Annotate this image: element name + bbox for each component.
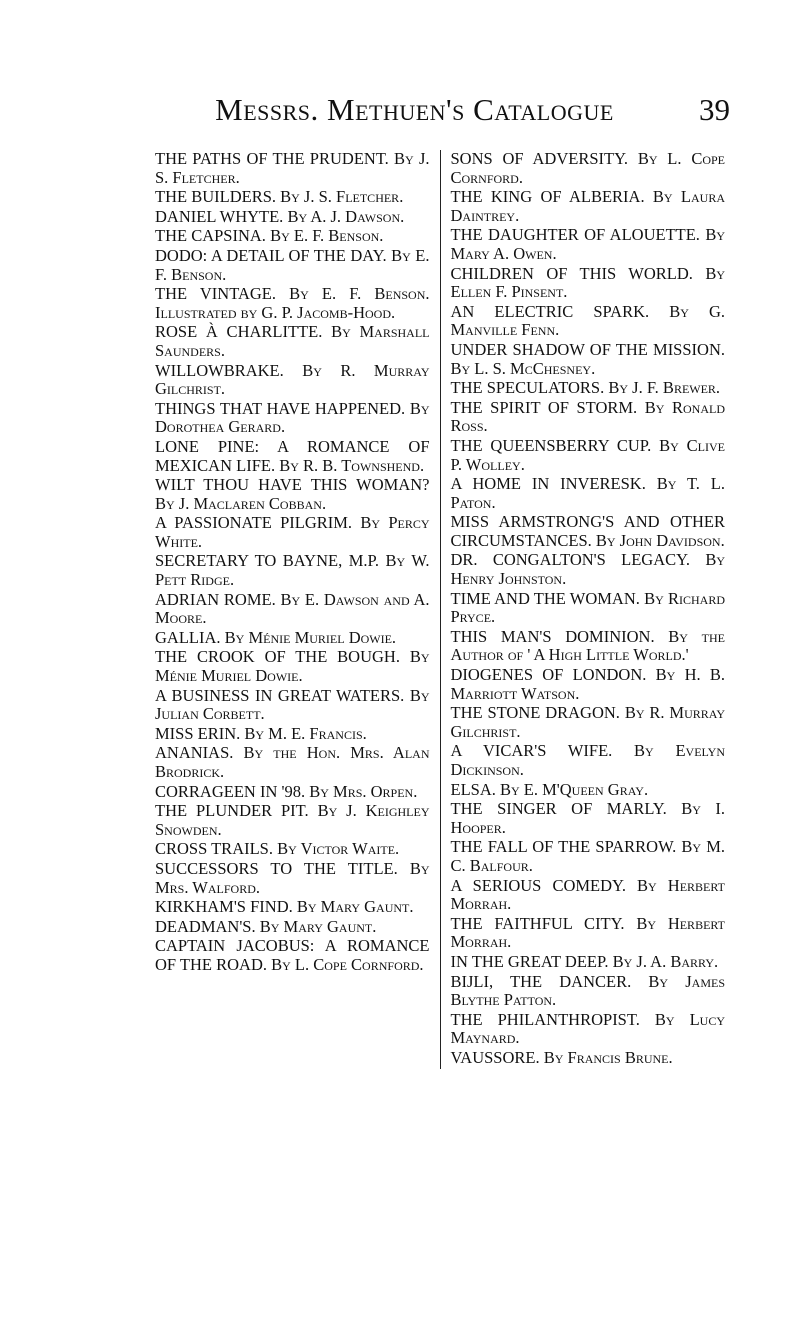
book-author: By E. F. Benson.	[270, 226, 384, 246]
book-author: By L. S. McChesney.	[450, 358, 596, 378]
catalogue-columns	[155, 150, 725, 1069]
book-title: CORRAGEEN IN '98.	[155, 781, 306, 801]
book-title: CHILDREN OF THIS WORLD.	[450, 263, 693, 283]
catalogue-entry	[451, 437, 726, 474]
book-author: By Marshall Saunders.	[155, 322, 430, 360]
page-number: 39	[699, 92, 730, 127]
catalogue-entry	[451, 800, 726, 837]
catalogue-entry	[451, 915, 726, 952]
book-title: SECRETARY TO BAYNE, M.P.	[155, 551, 379, 571]
catalogue-entry	[155, 744, 430, 781]
book-title: DIOGENES OF LONDON.	[450, 665, 647, 685]
catalogue-entry	[155, 476, 430, 513]
catalogue-entry	[155, 362, 430, 399]
book-title: MISS ERIN.	[155, 723, 241, 743]
book-title: THE CROOK OF THE BOUGH.	[155, 647, 400, 667]
book-author: By Dorothea Gerard.	[155, 398, 430, 437]
catalogue-entry	[451, 513, 726, 550]
book-title: THE DAUGHTER OF ALOUETTE.	[450, 225, 700, 245]
catalogue-entry	[451, 877, 726, 914]
catalogue-entry	[451, 226, 726, 263]
book-author: By Clive P. Wolley.	[450, 435, 726, 474]
book-author: By Mrs. Walford.	[155, 858, 430, 897]
book-title: THE KING OF ALBERIA.	[450, 187, 645, 207]
book-author: By M. E. Francis.	[244, 723, 367, 743]
catalogue-entry	[155, 840, 430, 859]
catalogue-entry	[451, 704, 726, 741]
book-author: By Ménie Muriel Dowie.	[224, 627, 397, 647]
book-title: SUCCESSORS TO THE TITLE.	[155, 858, 398, 878]
book-title: CROSS TRAILS.	[155, 839, 273, 859]
book-author: By Henry Johnston.	[450, 550, 726, 589]
catalogue-entry	[451, 341, 726, 378]
right-column	[440, 150, 726, 1069]
book-author: By L. Cope Cornford.	[450, 149, 725, 187]
catalogue-entry	[155, 438, 430, 475]
book-author: By Herbert Morrah.	[450, 875, 726, 914]
book-title: WILT THOU HAVE THIS WOMAN?	[155, 475, 430, 495]
catalogue-entry	[451, 379, 726, 398]
book-author: By the Hon. Mrs. Alan Brodrick.	[155, 743, 430, 781]
catalogue-entry	[451, 838, 726, 875]
book-title: THE PHILANTHROPIST.	[450, 1009, 640, 1029]
book-title: A VICAR'S WIFE.	[450, 741, 613, 761]
book-author: By Ménie Muriel Dowie.	[155, 647, 430, 686]
book-title: TIME AND THE WOMAN.	[450, 588, 640, 608]
book-title: GALLIA.	[155, 627, 221, 647]
catalogue-entry	[451, 150, 726, 187]
book-author: By E. Dawson and A. Moore.	[155, 589, 430, 628]
book-author: By E. F. Benson.	[155, 245, 430, 284]
book-author: By A. J. Dawson.	[287, 206, 405, 226]
book-title: THE FAITHFUL CITY.	[450, 913, 625, 933]
catalogue-entry	[451, 475, 726, 512]
catalogue-entry	[155, 629, 430, 648]
catalogue-entry	[451, 666, 726, 703]
book-author: By L. Cope Cornford.	[271, 954, 424, 974]
left-column	[155, 150, 440, 1069]
catalogue-entry	[155, 898, 430, 917]
page-header	[140, 85, 730, 135]
catalogue-entry	[155, 860, 430, 897]
catalogue-entry	[155, 937, 430, 974]
catalogue-entry	[155, 514, 430, 551]
catalogue-entry	[155, 802, 430, 839]
catalogue-entry	[155, 150, 430, 187]
catalogue-entry	[155, 247, 430, 284]
book-author: By J. S. Fletcher.	[155, 149, 430, 187]
book-title: DODO: A DETAIL OF THE DAY.	[155, 245, 387, 265]
catalogue-entry	[155, 687, 430, 724]
book-title: THE STONE DRAGON.	[450, 703, 620, 723]
book-author: By James Blythe Patton.	[450, 971, 726, 1010]
catalogue-entry	[451, 399, 726, 436]
book-author: By Mary Gaunt.	[259, 916, 377, 936]
book-title: THE VINTAGE.	[155, 284, 277, 304]
book-author: By Laura Daintrey.	[450, 187, 725, 225]
book-title: A PASSIONATE PILGRIM.	[155, 513, 353, 533]
book-title: ANANIAS.	[155, 743, 234, 763]
catalogue-entry	[451, 1049, 726, 1068]
catalogue-entry	[451, 551, 726, 588]
catalogue-entry	[451, 973, 726, 1010]
running-title: Messrs. Methuen's Catalogue	[215, 92, 614, 127]
catalogue-entry	[451, 953, 726, 972]
catalogue-entry	[155, 285, 430, 322]
book-title: THIS MAN'S DOMINION.	[450, 626, 655, 646]
book-title: THE PLUNDER PIT.	[155, 801, 309, 821]
catalogue-entry	[451, 781, 726, 800]
catalogue-entry	[155, 648, 430, 685]
catalogue-entry	[451, 188, 726, 225]
catalogue-entry	[451, 303, 726, 340]
book-title: KIRKHAM'S FIND.	[155, 897, 293, 917]
catalogue-entry	[451, 1011, 726, 1048]
book-author: By Lucy Maynard.	[450, 1009, 725, 1048]
book-title: LONE PINE: A ROMANCE OF MEXICAN LIFE.	[155, 436, 430, 475]
book-author: By Francis Brune.	[543, 1047, 673, 1067]
catalogue-entry	[155, 227, 430, 246]
catalogue-entry	[155, 552, 430, 589]
book-author: By J. Maclaren Cobban.	[155, 493, 327, 513]
book-title: ROSE À CHARLITTE.	[155, 322, 323, 342]
catalogue-entry	[155, 323, 430, 360]
book-author: By Julian Corbett.	[155, 685, 430, 724]
book-title: A HOME IN INVERESK.	[450, 474, 646, 494]
book-title: DEADMAN'S.	[155, 916, 256, 936]
book-author: By Mary Gaunt.	[296, 897, 414, 917]
book-author: By Evelyn Dickinson.	[450, 741, 725, 779]
book-title: ADRIAN ROME.	[155, 589, 276, 609]
book-author: By M. C. Balfour.	[450, 837, 726, 875]
book-title: THE QUEENSBERRY CUP.	[450, 435, 652, 455]
catalogue-entry	[451, 742, 726, 779]
book-title: THE FALL OF THE SPARROW.	[450, 837, 677, 857]
catalogue-entry	[155, 783, 430, 802]
book-author: By J. F. Brewer.	[608, 378, 721, 398]
book-title: THE PATHS OF THE PRUDENT.	[155, 149, 389, 168]
book-title: THE BUILDERS.	[155, 187, 276, 207]
catalogue-entry	[451, 590, 726, 627]
book-author: By I. Hooper.	[450, 799, 726, 837]
book-author: By Richard Pryce.	[450, 588, 725, 627]
book-author: By Ellen F. Pinsent.	[450, 263, 726, 302]
book-title: A BUSINESS IN GREAT WATERS.	[155, 685, 405, 705]
book-title: ELSA.	[450, 779, 496, 799]
book-author: By the Author of ' A High Little World.'	[450, 626, 725, 665]
book-title: DR. CONGALTON'S LEGACY.	[450, 550, 691, 570]
catalogue-entry	[155, 591, 430, 628]
catalogue-entry	[451, 265, 726, 302]
catalogue-entry	[155, 918, 430, 937]
catalogue-entry	[155, 725, 430, 744]
book-title: BIJLI, THE DANCER.	[450, 971, 632, 991]
book-title: DANIEL WHYTE.	[155, 206, 284, 226]
book-author: By J. A. Barry.	[612, 951, 719, 971]
book-author: By J. Keighley Snowden.	[155, 801, 430, 839]
catalogue-entry	[451, 628, 726, 665]
book-author: By Mrs. Orpen.	[309, 781, 418, 801]
catalogue-entry	[155, 208, 430, 227]
book-author: By R. B. Townshend.	[279, 455, 425, 475]
book-author: By Herbert Morrah.	[450, 913, 726, 952]
book-title: MISS ARMSTRONG'S AND OTHER CIRCUMSTANCES.	[450, 512, 725, 550]
book-author: By Mary A. Owen.	[450, 225, 725, 263]
book-author: By G. Manville Fenn.	[450, 301, 725, 340]
book-author: By Ronald Ross.	[450, 397, 726, 436]
book-author: By J. S. Fletcher.	[280, 187, 404, 207]
book-title: AN ELECTRIC SPARK.	[450, 301, 650, 321]
catalogue-entry	[155, 400, 430, 437]
book-author: By R. Murray Gilchrist.	[155, 360, 430, 399]
book-title: THE SPIRIT OF STORM.	[450, 397, 638, 417]
book-title: THE SPECULATORS.	[450, 378, 605, 398]
book-author: By Percy White.	[155, 513, 430, 551]
book-title: THE CAPSINA.	[155, 226, 266, 246]
book-title: THE SINGER OF MARLY.	[450, 799, 667, 819]
book-title: UNDER SHADOW OF THE MISSION.	[450, 339, 725, 359]
book-title: CAPTAIN JACOBUS: A ROMANCE OF THE ROAD.	[155, 936, 430, 974]
book-author: By R. Murray Gilchrist.	[450, 703, 725, 741]
book-title: VAUSSORE.	[450, 1047, 540, 1067]
catalogue-entry	[155, 188, 430, 207]
book-author: By E. F. Benson. Illustrated by G. P. Jacomb-Hood.	[155, 284, 430, 322]
book-title: WILLOWBRAKE.	[155, 360, 284, 380]
book-author: By John Davidson.	[595, 530, 725, 550]
book-author: By T. L. Paton.	[450, 474, 725, 512]
book-title: SONS OF ADVERSITY.	[450, 149, 628, 168]
book-author: By W. Pett Ridge.	[155, 551, 430, 590]
book-author: By H. B. Marriott Watson.	[450, 665, 726, 703]
book-title: THINGS THAT HAVE HAPPENED.	[155, 398, 406, 418]
book-title: IN THE GREAT DEEP.	[450, 951, 609, 971]
book-author: By Victor Waite.	[277, 839, 400, 859]
book-author: By E. M'Queen Gray.	[500, 779, 649, 799]
book-title: A SERIOUS COMEDY.	[450, 875, 626, 895]
